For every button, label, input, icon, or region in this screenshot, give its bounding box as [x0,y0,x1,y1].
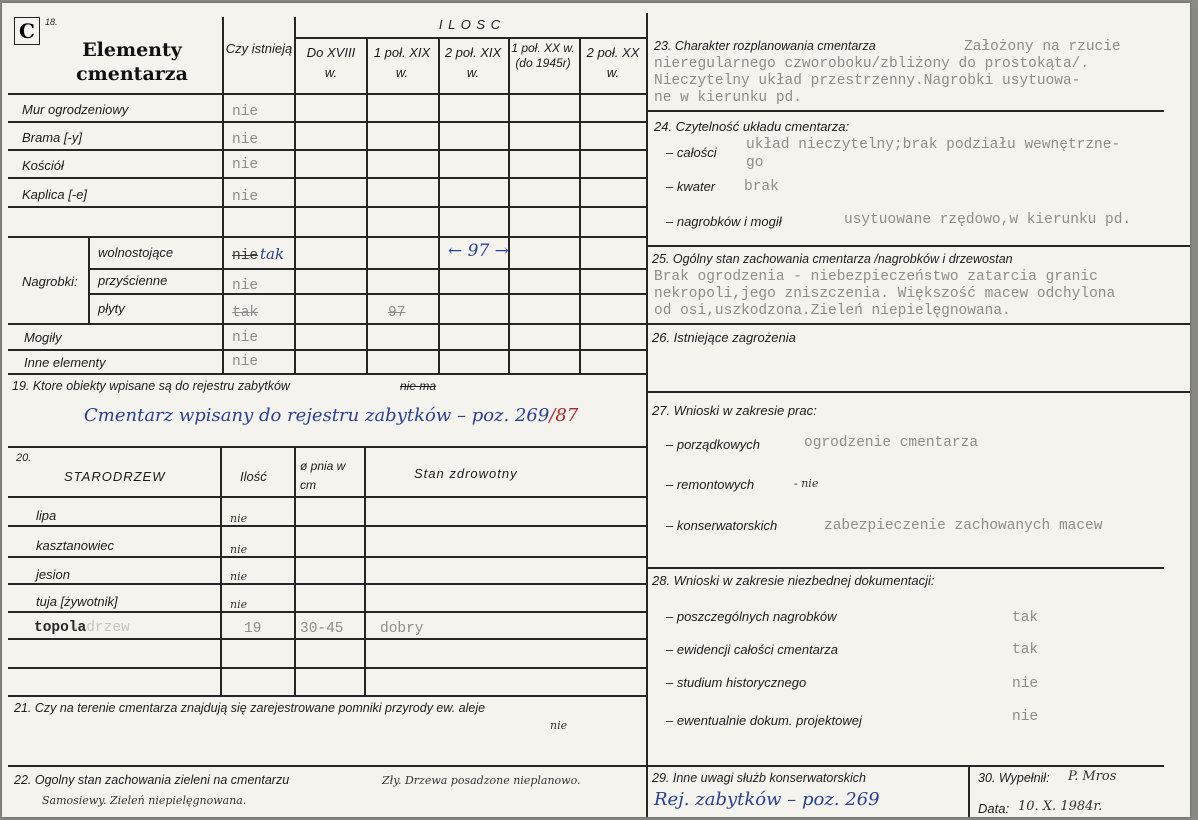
nagrobki-count: ← 97 → [448,241,509,261]
q25-answer: od osi,uszkodzona.Zieleń niepielęgnowana. [654,303,1011,319]
col-exist-header: Czy istnieją [225,41,293,56]
q24-nagrobkow: – nagrobków i mogił [666,214,782,229]
q20-col-qty: Ilość [240,469,267,484]
element-label: Mur ogrodzeniowy [22,102,129,117]
q19-struck: nie ma [400,379,437,393]
tree-diam: 30-45 [300,621,344,637]
q20-col-tree: STARODRZEW [64,469,166,484]
element-value: nie [232,104,259,120]
nagrobki-type: wolnostojące [98,245,174,260]
q27-kons-answer: zabezpieczenie zachowanych macew [824,518,1103,534]
section-letter: C [14,17,40,45]
col-period-5: 2 poł. XX w. [586,45,640,80]
q23-answer: ne w kierunku pd. [654,90,802,106]
q30-date-label: Data: [978,801,1010,816]
q29-label: 29. Inne uwagi służb konserwatorskich [652,771,867,785]
nagrobki-label: Nagrobki: [22,274,78,289]
nagrobki-value-struck: tak [232,305,259,321]
q30-date: 10. X. 1984r. [1018,799,1103,814]
q22-label: 22. Ogolny stan zachowania zieleni na cmentarzu [14,773,290,787]
element-value: nie [232,157,259,173]
inne-label: Inne elementy [24,355,106,370]
tree-qty: 19 [244,621,262,637]
tree-name: kasztanowiec [36,538,115,553]
q24-label: 24. Czytelność układu cmentarza: [654,119,850,134]
q20-col-diam: ø pnia w cm [300,459,346,492]
tree-qty: nie [230,512,248,525]
q23-answer: Założony na rzucie [964,39,1121,55]
q30-name: P. Mros [1068,769,1117,784]
inventory-card [2,3,1190,817]
nagrobki-type: przyścienne [98,273,168,288]
element-label: Kaplica [-e] [22,187,88,202]
q30-label: 30. Wypełnił: [978,771,1050,785]
nagrobki-type: płyty [98,301,125,316]
q23-answer: Nieczytelny układ przestrzenny.Nagrobki usytuowa- [654,73,1081,89]
section-title: Elementy cmentarza [76,39,188,85]
tree-name: tuja [żywotnik] [36,594,118,609]
q23-label: 23. Charakter rozplanowania cmentarza [654,39,876,53]
q24-kwater: – kwater [666,179,716,194]
nagrobki-count-struck: 97 [388,305,406,321]
q28-row-answer: tak [1012,642,1039,658]
q25-answer: nekropoli,jego zniszczenia. Większość macew odchylona [654,286,1116,302]
q19-answer: Cmentarz wpisany do rejestru zabytków – poz. 269/87 [84,405,579,426]
section-number: 18. [45,17,58,27]
q27-rem: – remontowych [666,477,755,492]
element-label: Brama [-y] [22,130,82,145]
q25-answer: Brak ogrodzenia - niebezpieczeństwo zatarcia granic [654,269,1098,285]
col-period-2: 1 poł. XIX w. [373,45,431,80]
col-period-3: 2 poł. XIX w. [444,45,502,80]
q24-calosci-answer: układ nieczytelny;brak podziału wewnętrzne- [746,137,1121,153]
q21-answer: nie [550,719,568,732]
q28-row-answer: tak [1012,610,1039,626]
q22-answer: Zły. Drzewa posadzone nieplanowo. Samosiewy. Zieleń niepielęgnowana. [42,774,581,807]
q28-row-label: – studium historycznego [666,675,807,690]
q20-col-health: Stan zdrowotny [414,466,518,481]
element-value: nie [232,132,259,148]
q20-number: 20. [16,452,32,464]
q24-kwater-answer: brak [744,179,779,195]
q19-label: 19. Ktore obiekty wpisane są do rejestru zabytków [12,379,290,393]
q26-label: 26. Istniejące zagrożenia [652,330,796,345]
q24-calosci: – całości [666,145,717,160]
col-period-4: 1 poł. XX w. (do 1945r) [511,41,575,70]
q29-answer: Rej. zabytków – poz. 269 [654,789,880,810]
inne-value: nie [232,354,259,370]
tree-name: topoladrzew [34,620,130,636]
q27-kons: – konserwatorskich [666,518,778,533]
nagrobki-value: tak [260,245,285,263]
q27-porz: – porządkowych [666,437,760,452]
q28-row-label: – poszczególnych nagrobków [666,609,837,624]
q27-label: 27. Wnioski w zakresie prac: [652,403,817,418]
tree-name: jesion [36,567,70,582]
q27-rem-answer: - nie [794,477,819,490]
q28-row-answer: nie [1012,676,1039,692]
nagrobki-value: nie [232,278,259,294]
tree-qty: nie [230,598,248,611]
q27-porz-answer: ogrodzenie cmentarza [804,435,979,451]
q21-label: 21. Czy na terenie cmentarza znajdują się zarejestrowane pomniki przyrody ew. aleje [14,701,486,715]
q24-nagrobkow-answer: usytuowane rzędowo,w kierunku pd. [844,212,1132,228]
q28-row-label: – ewidencji całości cmentarza [666,642,838,657]
tree-qty: nie [230,543,248,556]
element-value: nie [232,189,259,205]
nagrobki-value-struck: nie [232,248,259,264]
mogily-label: Mogiły [24,330,62,345]
element-label: Kościół [22,158,64,173]
q28-label: 28. Wnioski w zakresie niezbednej dokumentacji: [652,573,935,588]
q28-row-answer: nie [1012,709,1039,725]
q23-answer: nieregularnego czworoboku/zbliżony do prostokąta/. [654,56,1090,72]
q24-calosci-answer: go [746,155,764,171]
col-ilosc-header: I L O S C [438,17,502,32]
q25-label: 25. Ogólny stan zachowania cmentarza /nagrobków i drzewostan [652,252,1013,266]
tree-name: lipa [36,508,57,523]
tree-qty: nie [230,570,248,583]
tree-health: dobry [380,621,424,637]
mogily-value: nie [232,330,259,346]
q28-row-label: – ewentualnie dokum. projektowej [666,713,862,728]
col-period-1: Do XVIII w. [306,45,356,80]
